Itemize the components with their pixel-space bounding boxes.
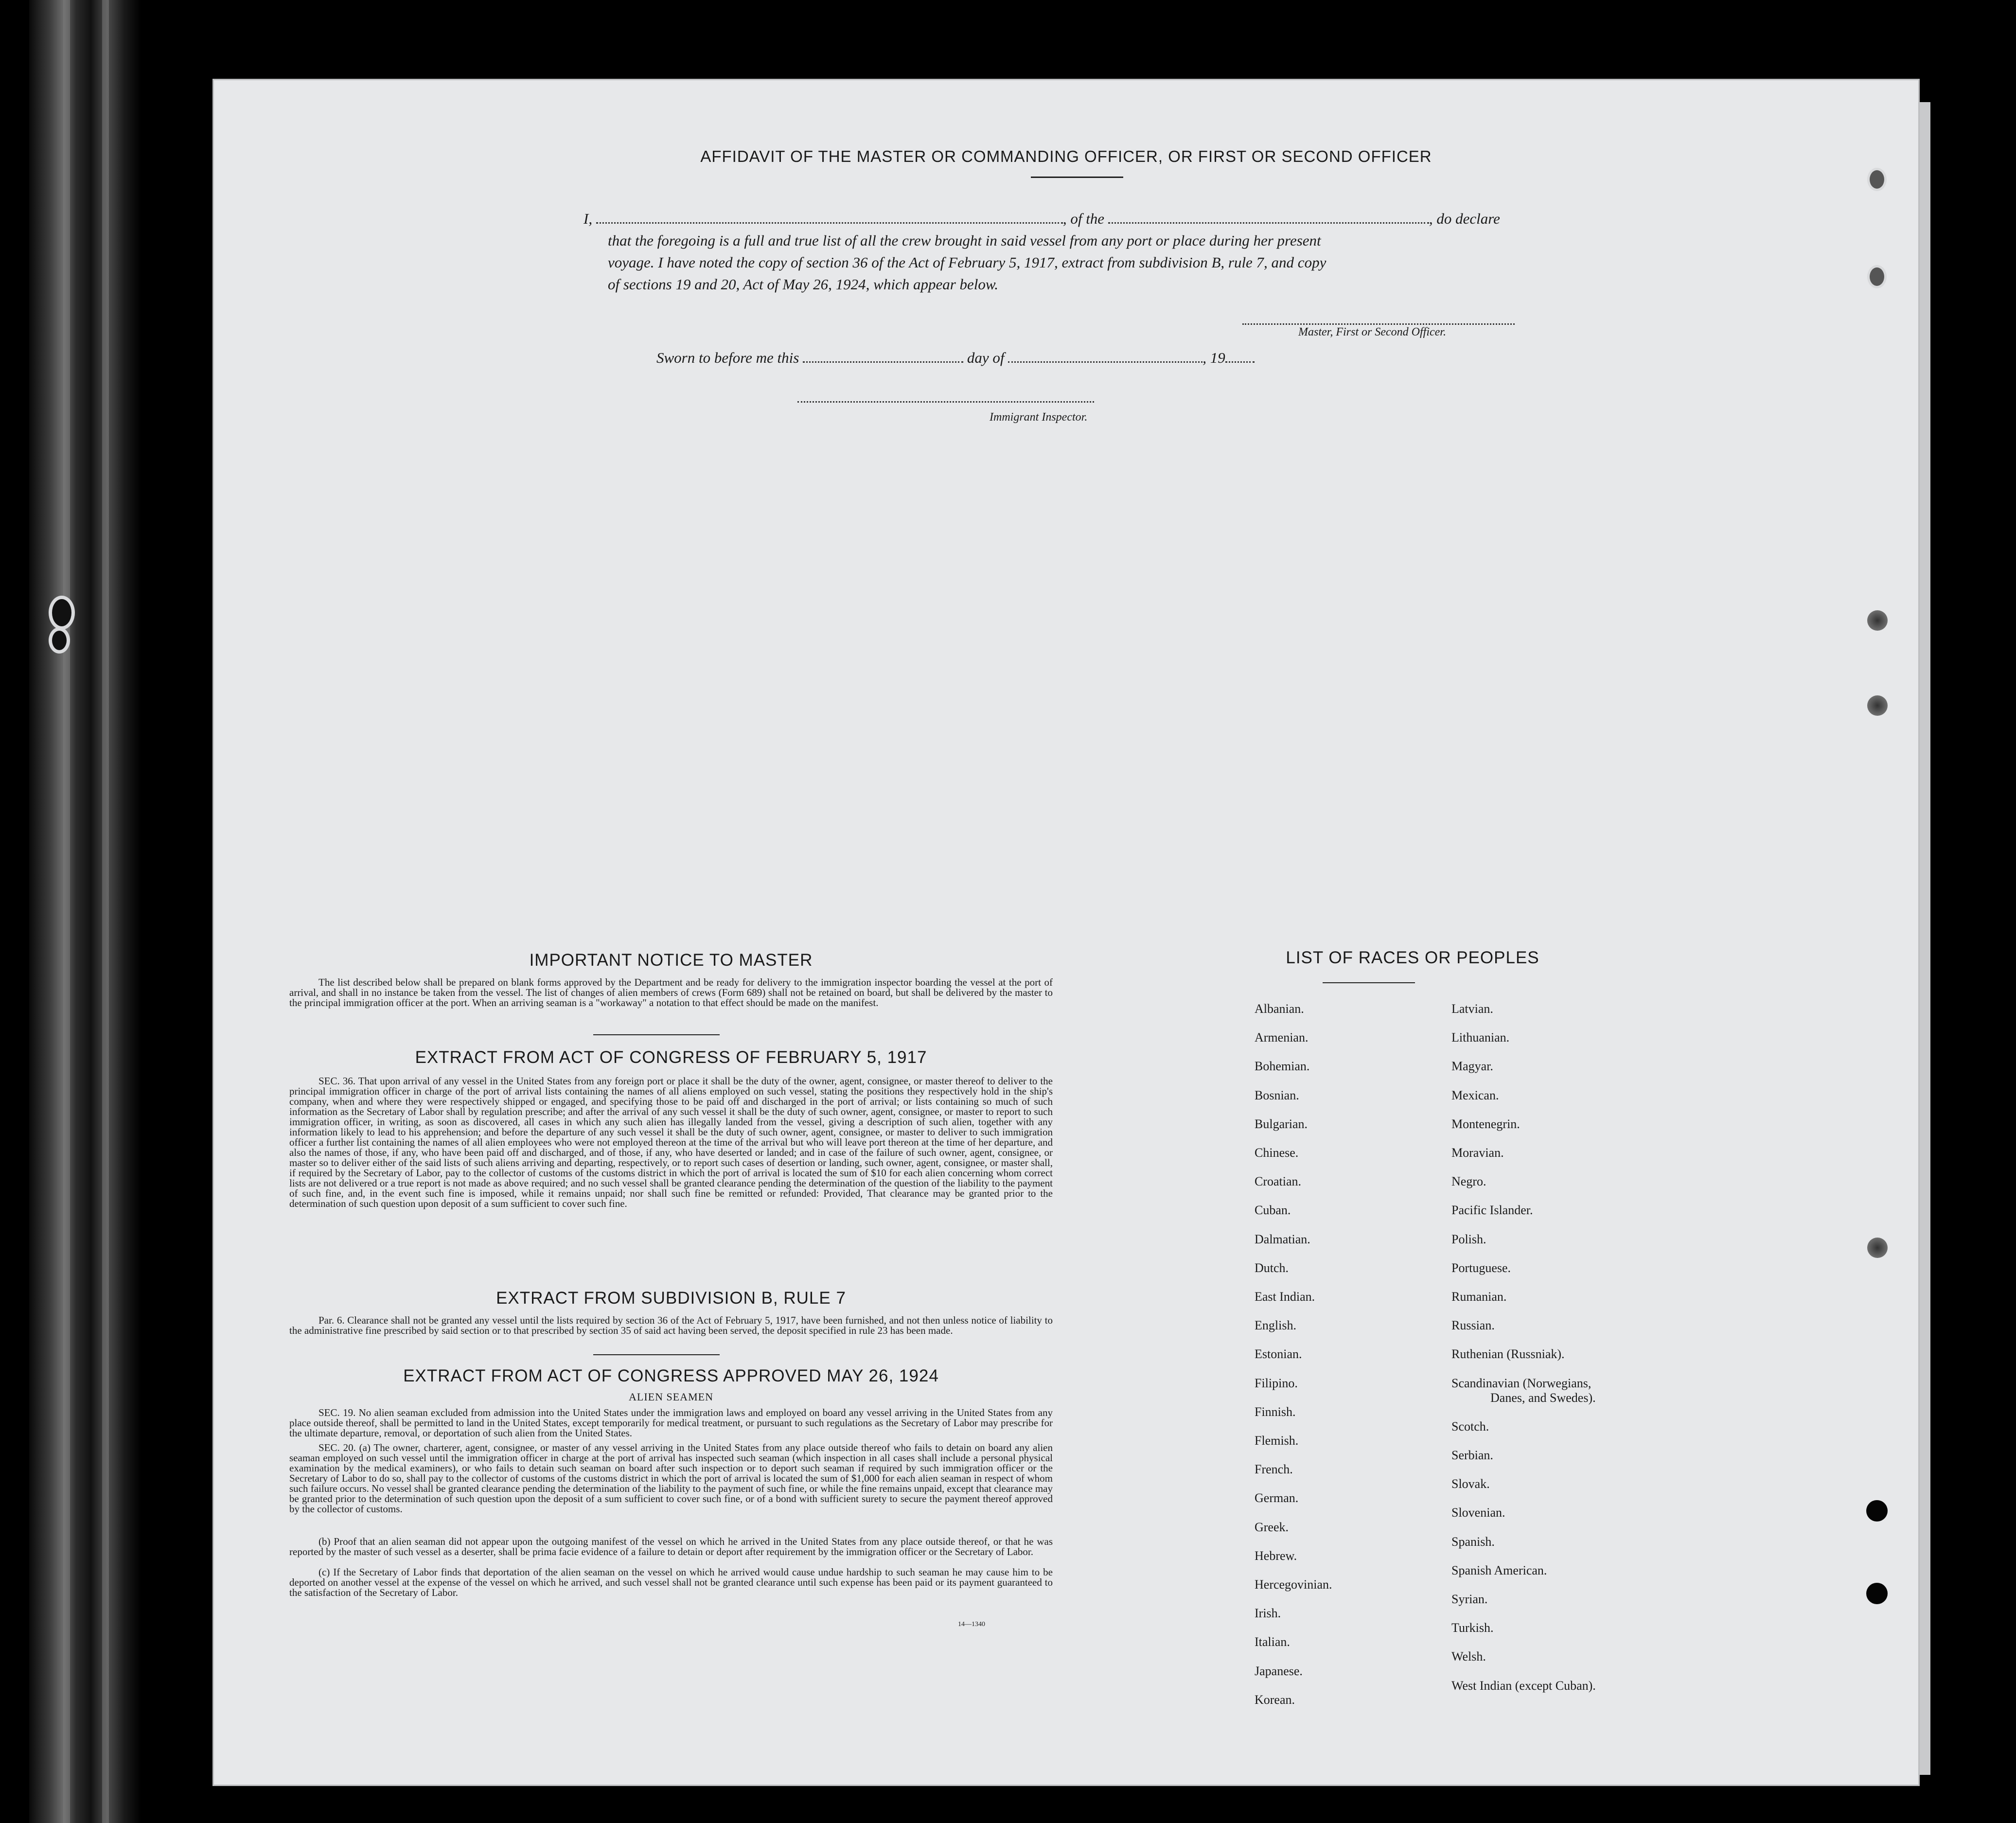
divider <box>1031 177 1123 178</box>
punch-hole <box>1866 1500 1888 1522</box>
divider <box>593 1354 720 1355</box>
rank-blank <box>1108 220 1429 224</box>
race-item: Turkish. <box>1451 1621 1494 1635</box>
race-item: Flemish. <box>1255 1434 1299 1448</box>
inspector-label: Immigrant Inspector. <box>990 411 1088 424</box>
divider <box>1323 982 1415 983</box>
extract-1917-title: EXTRACT FROM ACT OF CONGRESS OF FEBRUARY 5, 1917 <box>415 1048 927 1067</box>
notice-title: IMPORTANT NOTICE TO MASTER <box>529 951 813 970</box>
race-item: Slovenian. <box>1451 1505 1505 1520</box>
race-item: Cuban. <box>1255 1203 1291 1218</box>
race-item: Chinese. <box>1255 1146 1299 1160</box>
punch-hole <box>1867 265 1887 288</box>
race-item: Pacific Islander. <box>1451 1203 1533 1218</box>
race-item: Polish. <box>1451 1232 1486 1246</box>
race-item: Spanish. <box>1451 1534 1495 1549</box>
race-item: Finnish. <box>1255 1404 1296 1419</box>
extract-1924-subtitle: ALIEN SEAMEN <box>629 1391 713 1403</box>
punch-hole <box>1867 695 1888 716</box>
affidavit-i: I, <box>584 210 593 227</box>
inspector-signature-line <box>797 401 1094 403</box>
race-item: Bulgarian. <box>1255 1116 1308 1131</box>
divider <box>593 1034 720 1035</box>
race-item: Slovak. <box>1451 1477 1490 1491</box>
sworn-text: Sworn to before me this <box>656 349 799 366</box>
affidavit-line-4: of sections 19 and 20, Act of May 26, 1924, which appear below. <box>608 276 999 293</box>
binder-strip <box>29 0 141 1823</box>
race-item: Bosnian. <box>1255 1088 1299 1102</box>
race-item: Bohemian. <box>1255 1059 1310 1074</box>
race-item: Ruthenian (Russniak). <box>1451 1347 1565 1362</box>
race-item: Syrian. <box>1451 1592 1488 1606</box>
name-blank <box>596 220 1063 224</box>
race-item: Korean. <box>1255 1692 1295 1707</box>
punch-hole <box>49 596 75 630</box>
rule7-text: Par. 6. Clearance shall not be granted any vessel until the lists required by section 36 of the Act of February 5, 1917, have been furnished, and not then unless notice of liability to the administrative fine prescribed by said section or to that prescribed by section 35 of said act having been served, the deposit specified in rule 23 has been made. <box>289 1314 1053 1336</box>
race-item-continuation: Danes, and Swedes). <box>1490 1390 1596 1405</box>
race-item: Moravian. <box>1451 1146 1504 1160</box>
race-item: Armenian. <box>1255 1030 1309 1045</box>
race-item: Lithuanian. <box>1451 1030 1510 1045</box>
race-item: Albanian. <box>1255 1002 1304 1016</box>
race-item: East Indian. <box>1255 1290 1315 1304</box>
punch-hole <box>1867 1238 1888 1258</box>
race-item: Dalmatian. <box>1255 1232 1310 1246</box>
race-item: German. <box>1255 1491 1299 1505</box>
race-item: Mexican. <box>1451 1088 1499 1102</box>
race-item: Scotch. <box>1451 1419 1489 1434</box>
race-item: Spanish American. <box>1451 1563 1547 1577</box>
notice-text: The list described below shall be prepared on blank forms approved by the Department and be ready for delivery to the immigration inspector boarding the vessel at the port of arrival, and shall in no instance be taken from the vessel. The list of changes of alien members of crews (Form 689) shall not be retained on board, but shall be delivered by the master to the principal immigration officer at the port. When an arriving seaman is a "workaway" a notation to that effect should be made on the manifest. <box>289 976 1053 1009</box>
affidavit-line-3: voyage. I have noted the copy of section 36 of the Act of February 5, 1917, extract from subdivision B, rule 7, and copy <box>608 254 1326 271</box>
form-number: 14—1340 <box>958 1621 985 1628</box>
master-signature-line <box>1242 323 1515 325</box>
extract-1917-text: SEC. 36. That upon arrival of any vessel in the United States from any foreign port or place it shall be the duty of the owner, agent, consignee, or master thereof to deliver to the principal immigration officer in charge of the port of arrival lists containing the names of all aliens employed on such vessel, stating the positions they respectively hold in the ship's company, when and where they were respectively shipped or engaged, and specifying those to be paid off and discharged in the port of arrival; or lists containing so much of such information as the Secretary of Labor shall by regulation prescribe; and after the arrival of any such vessel it shall be the duty of such owner, agent, consignee, or master to report to such immigration officer, in writing, as soon as discovered, all cases in which any such alien has illegally landed from the vessel, giving a description of such alien, together with any information likely to lead to his apprehension; and before the departure of any such vessel it shall be the duty of such owner, agent, consignee, or master to deliver to such immigration officer a further list containing the names of all alien employees who were not employed thereon at the time of the arrival but who will leave port thereon at the time of her departure, and also the names of those, if any, who have been paid off and discharged, and of those, if any, who have deserted or landed; and in case of the failure of such owner, agent, consignee, or master so to deliver either of the said lists of such aliens arriving and departing, respectively, or to report such cases of desertion or landing, such owner, agent, consignee, or master shall, if required by the Secretary of Labor, pay to the collector of customs of the customs district in which the port of arrival is located the sum of $10 for each alien concerning whom correct lists are not delivered or a true report is not made as above required; and no such vessel shall be granted clearance pending the determination of the question of the liability to the payment of such fine, and, in the event such fine is imposed, while it remains unpaid; nor shall such fine be remitted or refunded: Provided, That clearance may be granted prior to the determination of such question upon deposit of a sum sufficient to cover such fine. <box>289 1075 1053 1209</box>
race-item: Russian. <box>1451 1318 1495 1333</box>
races-title: LIST OF RACES OR PEOPLES <box>1286 948 1539 967</box>
sec20b-text: (b) Proof that an alien seaman did not appear upon the outgoing manifest of the vessel on which he arrived in the United States from any place outside thereof, or that he was reported by the master of such vessel as a deserter, shall be prima facie evidence of a failure to detain or deport after requirement by the immigration officer or the Secretary of Labor. <box>289 1536 1053 1558</box>
race-item: Serbian. <box>1451 1448 1493 1462</box>
race-item: Portuguese. <box>1451 1260 1511 1275</box>
punch-hole <box>49 627 70 654</box>
race-item: Croatian. <box>1255 1174 1302 1189</box>
race-item: English. <box>1255 1318 1296 1333</box>
year-blank <box>1225 359 1255 363</box>
affidavit-title: AFFIDAVIT OF THE MASTER OR COMMANDING OFFICER, OR FIRST OR SECOND OFFICER <box>700 147 1432 165</box>
affidavit-line-2: that the foregoing is a full and true list of all the crew brought in said vessel from any port or place during her present <box>608 232 1321 249</box>
race-item: Montenegrin. <box>1451 1116 1520 1131</box>
race-item: Rumanian. <box>1451 1290 1507 1304</box>
race-item: West Indian (except Cuban). <box>1451 1678 1596 1693</box>
race-item: Italian. <box>1255 1635 1290 1649</box>
extract-1924-title: EXTRACT FROM ACT OF CONGRESS APPROVED MAY 26, 1924 <box>403 1366 939 1385</box>
rule7-title: EXTRACT FROM SUBDIVISION B, RULE 7 <box>496 1289 846 1308</box>
of-the-text: , of the <box>1062 210 1105 227</box>
binder-edge <box>102 0 109 1823</box>
race-item: Scandinavian (Norwegians, <box>1451 1376 1592 1390</box>
race-item: Filipino. <box>1255 1376 1298 1390</box>
race-item: Greek. <box>1255 1520 1289 1534</box>
race-item: Irish. <box>1255 1606 1281 1621</box>
punch-hole <box>1866 1583 1888 1604</box>
document-page <box>214 80 1918 1785</box>
date-blank <box>803 359 963 363</box>
race-item: French. <box>1255 1462 1293 1477</box>
race-item: Hebrew. <box>1255 1548 1297 1563</box>
race-item: Latvian. <box>1451 1002 1493 1016</box>
punch-hole <box>1867 168 1887 191</box>
punch-hole <box>1867 610 1888 631</box>
affidavit-line-1 <box>584 208 1765 230</box>
race-item: Japanese. <box>1255 1664 1303 1678</box>
race-item: Hercegovinian. <box>1255 1577 1332 1592</box>
race-item: Welsh. <box>1451 1649 1486 1664</box>
race-item: Dutch. <box>1255 1260 1289 1275</box>
day-of-text: day of <box>967 349 1005 366</box>
master-signature-label: Master, First or Second Officer. <box>1298 326 1446 338</box>
race-item: Magyar. <box>1451 1059 1493 1074</box>
declare-text: , do declare <box>1429 210 1500 227</box>
sec20a-text: SEC. 20. (a) The owner, charterer, agent, consignee, or master of any vessel arriving in the United States from any place outside thereof who fails to detain on board any alien seaman employed on such vessel until the immigration officer in charge at the port of arrival has inspected such seaman (which inspection in all cases shall include a personal physical examination by the medical examiners), or who fails to detain such seaman on board after such inspection or to deport such seaman if required by such immigration officer or the Secretary of Labor to do so, shall pay to the collector of customs of the customs district in which the port of arrival is located the sum of $1,000 for each alien seaman in respect of whom such failure occurs. No vessel shall be granted clearance pending the determination of the liability to the payment of such fine, or while the fine remains unpaid, except that clearance may be granted prior to the determination of such question upon the deposit of a sum sufficient to cover such fine, or of a bond with sufficient surety to secure the payment thereof approved by the collector of customs. <box>289 1442 1053 1515</box>
race-item: Estonian. <box>1255 1347 1302 1362</box>
binder-edge <box>63 0 70 1823</box>
sworn-line <box>656 347 1532 369</box>
sec19-text: SEC. 19. No alien seaman excluded from admission into the United States under the immigration laws and employed on board any vessel arriving in the United States from any place outside thereof, shall be permitted to land in the United States, except temporarily for medical treatment, or pursuant to such regulations as the Secretary of Labor may prescribe for the ultimate departure, removal, or deportation of such alien from the United States. <box>289 1407 1053 1439</box>
year-text: , 19 <box>1203 349 1225 366</box>
sec20c-text: (c) If the Secretary of Labor finds that deportation of the alien seaman on the vessel on which he arrived would cause undue hardship to such seaman he may cause him to be deported on another vessel at the expense of the vessel on which he arrived, and such vessel shall not be granted clearance until such expense has been paid or its payment guaranteed to the satisfaction of the Secretary of Labor. <box>289 1566 1053 1598</box>
race-item: Negro. <box>1451 1174 1486 1189</box>
month-blank <box>1008 359 1203 363</box>
